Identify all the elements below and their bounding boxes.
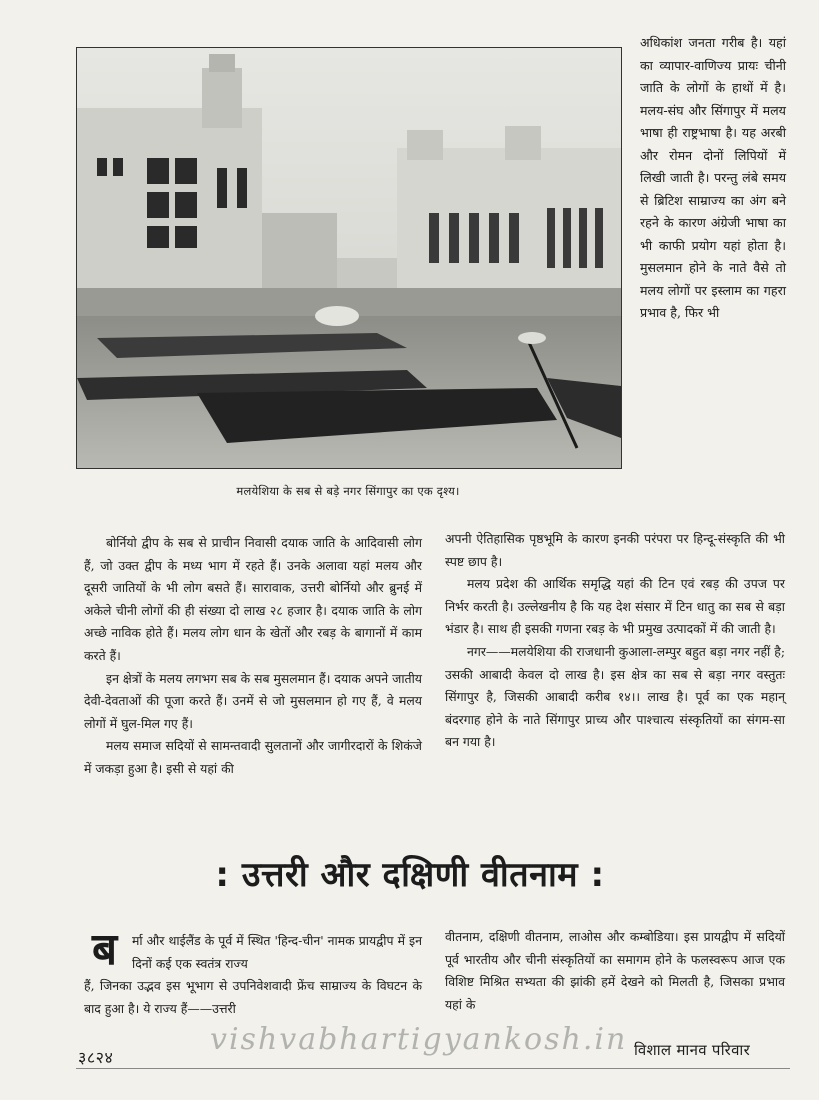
photo-caption: मलयेशिया के सब से बड़े नगर सिंगापुर का एक दृश्य।	[236, 484, 460, 498]
paragraph: मलय प्रदेश की आर्थिक समृद्धि यहां की टिन एवं रबड़ की उपज पर निर्भर करती है। उल्लेखनीय है कि यह देश संसार में टिन धातु का सब से बड़ा भंडार है। साथ ही इसकी गणना रबड़ के भी प्रमुख उत्पादकों में की जाती है।	[445, 576, 785, 637]
side-column-text: अधिकांश जनता गरीब है। यहां का व्यापार-वाणिज्य प्रायः चीनी जाति के लोगों के हाथों में है। मलय-संघ और सिंगापुर में मलय भाषा ही राष्ट्रभाषा है। यह अरबी और रोमन दोनों लिपियों में लिखी जाती है। परन्तु लंबे समय से ब्रिटिश साम्राज्य का अंग बने रहने के कारण अंग्रेजी भाषा का भी काफी प्रयोग यहां होता है। मुसलमान होने के नाते वैसे तो मलय लोगों पर इस्लाम का गहरा प्रभाव है, फिर भी	[640, 35, 786, 320]
column-3	[84, 924, 422, 1020]
watermark-text: vishvabhartigyankosh.in	[210, 1022, 628, 1057]
paragraph: बोर्नियो द्वीप के सब से प्राचीन निवासी दयाक जाति के आदिवासी लोग हैं, जो उक्त द्वीप के मध्य भाग में रहते हैं। उनके अलावा यहां मलय और दूसरी जातियों के भी लोग बसते हैं। सारावाक, उत्तरी बोर्नियो और ब्रुनई में अकेले चीनी लोगों की ही संख्या दो लाख २८ हजार है। दयाक जाति के लोग अच्छे नाविक होते हैं। मलय लोग धान के खेतों और रबड़ के बागानों में काम करते हैं।	[84, 535, 422, 663]
footer-divider	[76, 1068, 790, 1069]
paragraph: मलय समाज सदियों से सामन्तवादी सुलतानों और जागीरदारों के शिकंजे में जकड़ा हुआ है। इसी से यहां की	[84, 738, 422, 776]
paragraph: अपनी ऐतिहासिक पृष्ठभूमि के कारण इनकी परंपरा पर हिन्दू-संस्कृति की भी स्पष्ट छाप है।	[445, 531, 785, 569]
section-heading: : उत्तरी और दक्षिणी वीतनाम :	[215, 855, 605, 895]
singapore-photo	[76, 47, 622, 469]
paragraph: नगर——मलयेशिया की राजधानी कुआला-लम्पुर बहुत बड़ा नगर नहीं है; उसकी आबादी केवल दो लाख है। इस क्षेत्र का सब से बड़ा नगर वस्तुतः सिंगापुर है, जिसकी आबादी करीब १४।। लाख है। पूर्व का एक महान् बंदरगाह होने के नाते सिंगापुर प्राच्य और पाश्चात्य संस्कृतियों का संगम-सा बन गया है।	[445, 643, 785, 750]
paragraph-lead: र्मा और थाईलैंड के पूर्व में स्थित 'हिन्द-चीन' नामक प्रायद्वीप में इन दिनों कई एक स्वतंत्र राज्य	[132, 933, 422, 971]
drop-cap: ब	[92, 924, 118, 975]
photo-illustration	[77, 48, 621, 468]
column-4	[445, 926, 785, 1016]
column-2	[445, 528, 785, 754]
page-number: ३८२४	[78, 1048, 114, 1067]
column-1	[84, 532, 422, 781]
paragraph: वीतनाम, दक्षिणी वीतनाम, लाओस और कम्बोडिया। इस प्रायद्वीप में सदियों पूर्व भारतीय और चीनी संस्कृतियों का समागम होने के फलस्वरूप आज एक विशिष्ट मिश्रित सभ्यता की झांकी हमें देखने को मिलती है, जिसका प्रभाव यहां के	[445, 929, 785, 1012]
paragraph: हैं, जिनका उद्भव इस भूभाग से उपनिवेशवादी फ्रेंच साम्राज्य के विघटन के बाद हुआ है। ये राज्य हैं——उत्तरी	[84, 978, 422, 1016]
side-column	[640, 32, 786, 325]
book-title: विशाल मानव परिवार	[634, 1041, 751, 1059]
paragraph: इन क्षेत्रों के मलय लगभग सब के सब मुसलमान हैं। दयाक अपने जातीय देवी-देवताओं की पूजा करते हैं। उनमें से जो मुसलमान हो गए हैं, वे मलय लोगों में घुल-मिल गए हैं।	[84, 670, 422, 731]
